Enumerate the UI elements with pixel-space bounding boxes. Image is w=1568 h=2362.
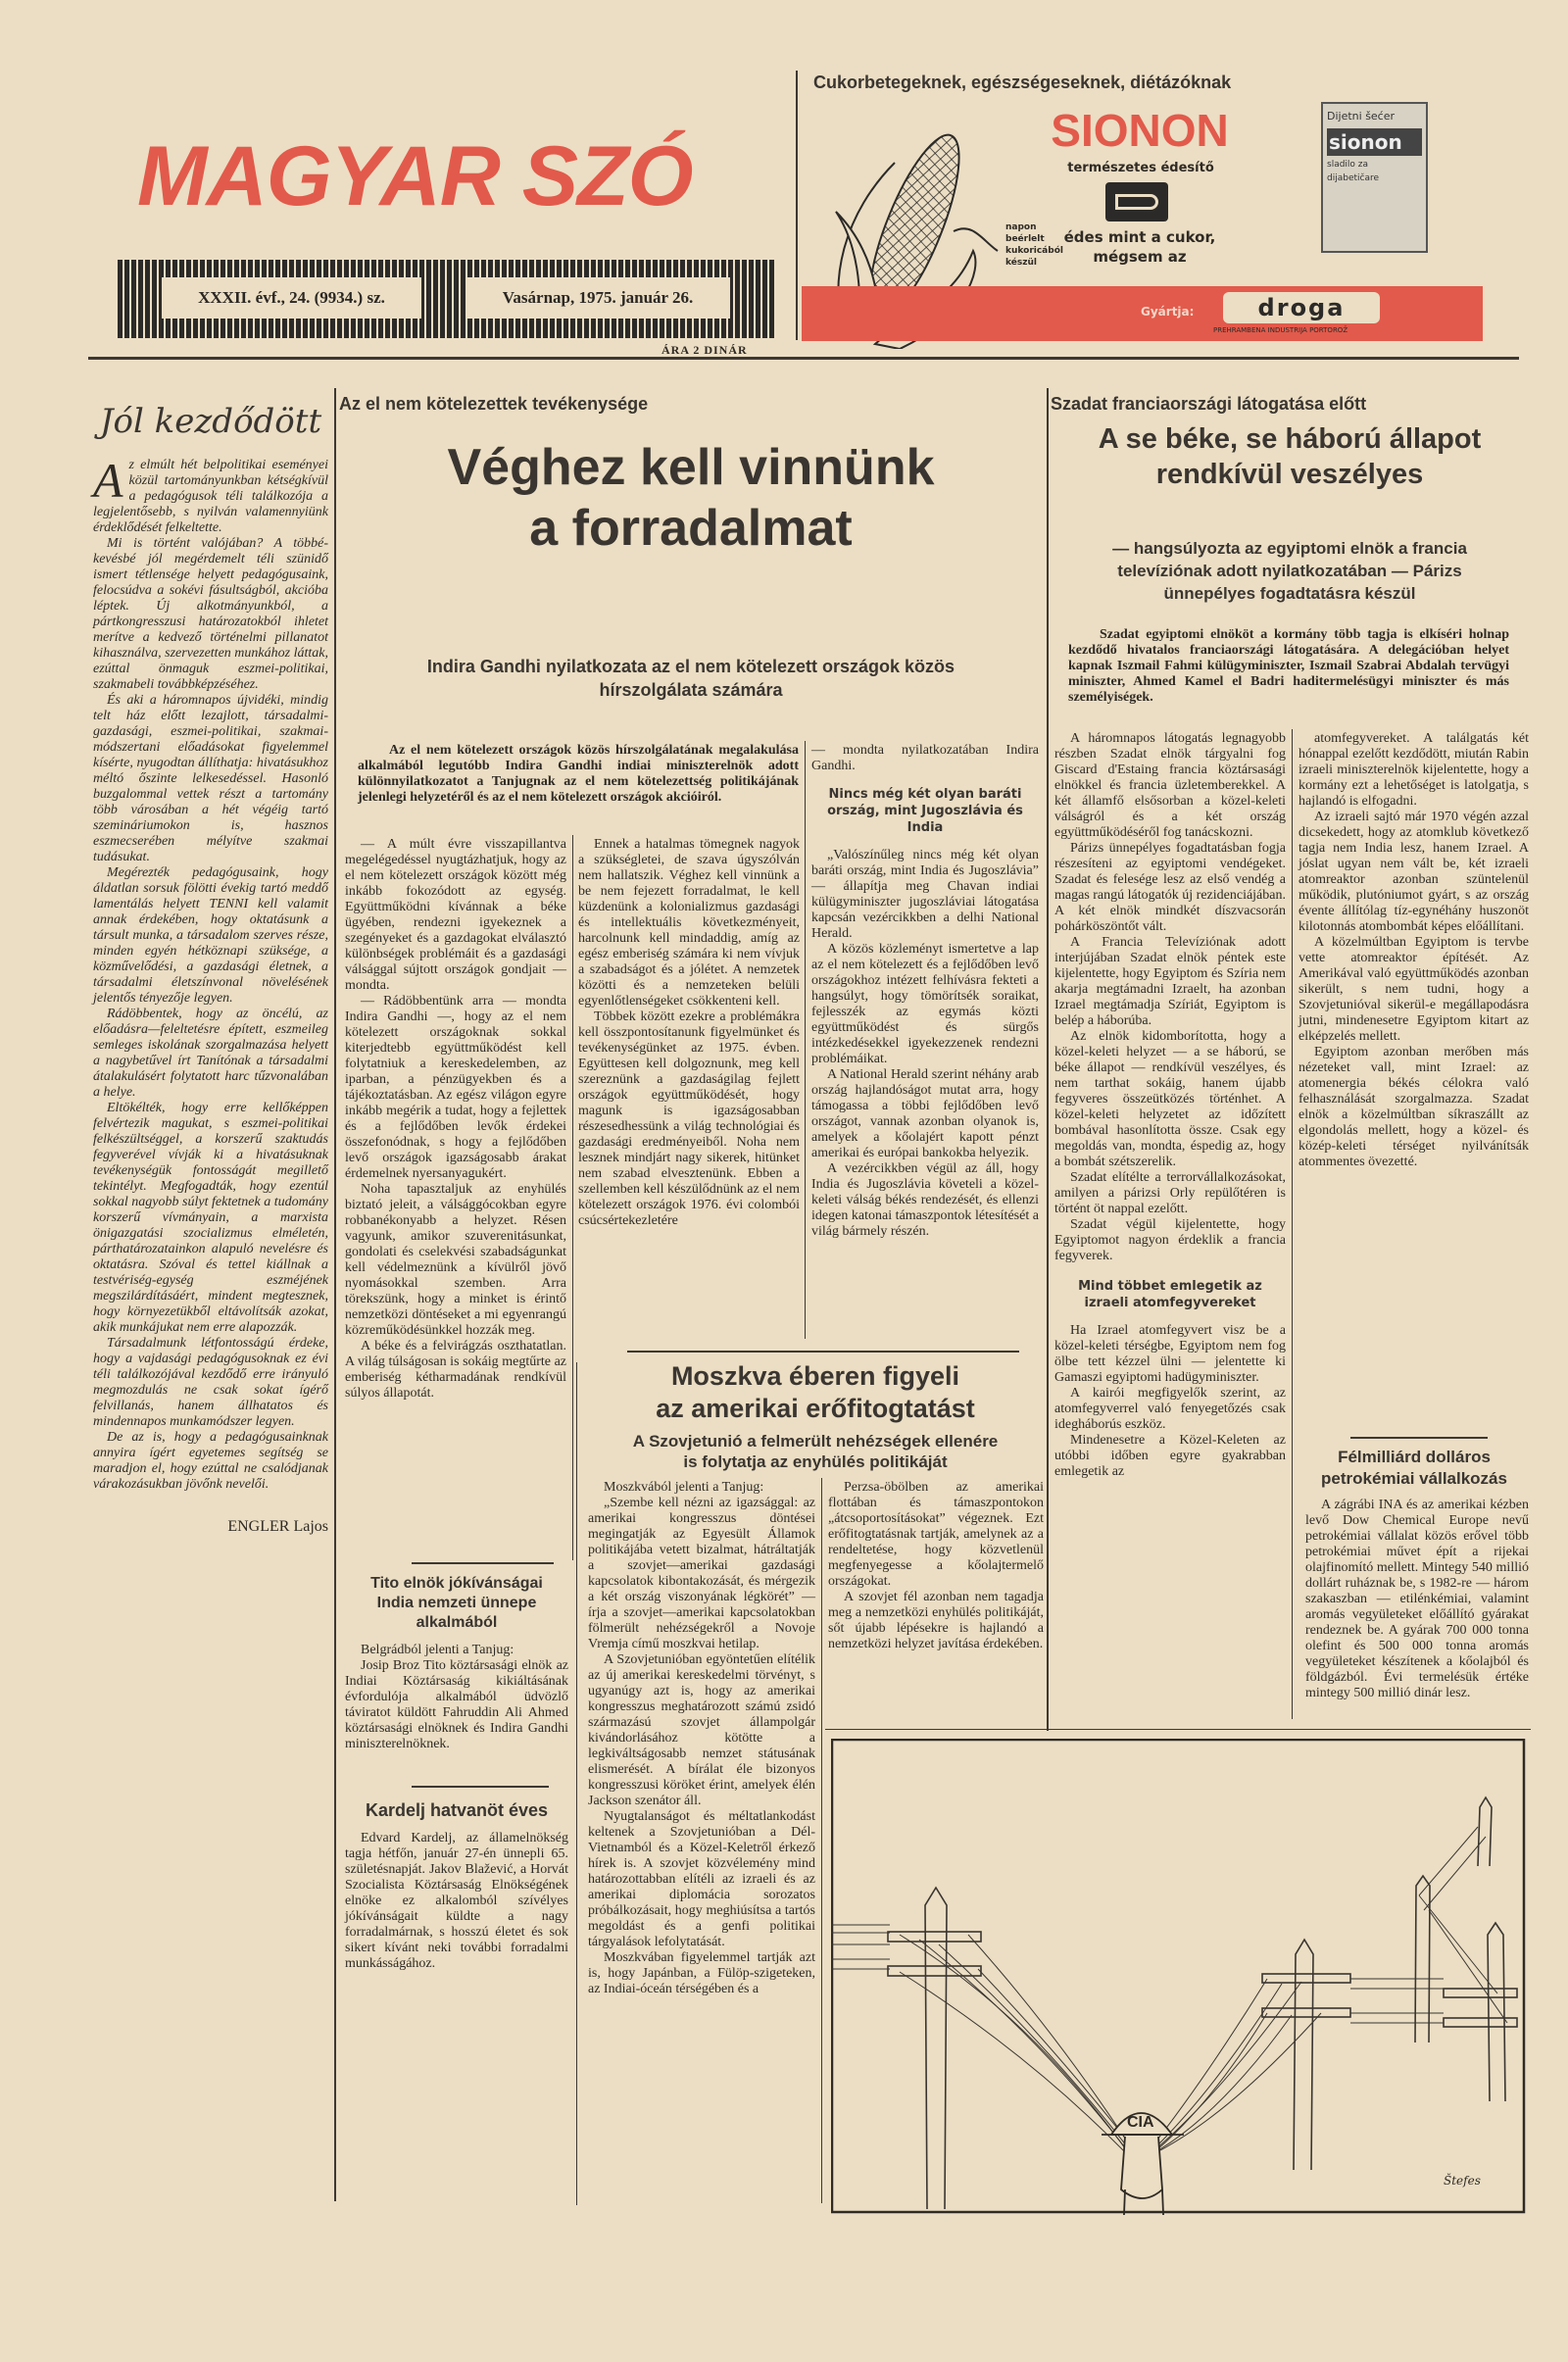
paragraph: Ha Izrael atomfegyvert visz be a közel-keleti térségbe, Egyiptom nem fog ölbe tett kézzel ülni — jelentette ki Gamaszi egyiptomi hadügyminiszter. xyxy=(1054,1323,1286,1385)
moszkva-column-2 xyxy=(828,1480,1044,1652)
paragraph: A Szovjetunióban egyöntetűen elítélik az új amerikai kereskedelmi törvényt, s ugyanúgy azt is, hogy az amerikai kongresszus meghatározott számú zsidó származású szovjet állampolgár kivándorlásához kötötte a legkiváltságosabb nemzet státusának elismerését. A bírálat éle bizonyos kongresszusi köröket érint, amelyek élén Jackson szenátor áll. xyxy=(588,1652,815,1808)
ad-tagline: Cukorbetegeknek, egészségeseknek, diétázóknak xyxy=(813,73,1232,92)
droga-logo-icon xyxy=(1105,182,1168,221)
paragraph: — A múlt évre visszapillantva megelégedéssel nyugtázhatjuk, hogy az el nem kötelezett országok között még inkább fokozódott az egység. Együttműködni kívánnak a béke ügyében, rendezni igyekeznek a szegényeket és a gazdagokat elválasztó különbségek problémáit és a gazdasági válsággal sújtott országok gondjait — mondta. xyxy=(345,837,566,993)
paragraph: A háromnapos látogatás legnagyobb részben Szadat elnök tárgyalni fog Giscard d'Estaing francia köztársasági elnökkel és francia üzletemberekkel. A két államfő elsősorban a közel-keleti válságról és a két ország együttműködéséről fog tanácskozni. xyxy=(1054,731,1286,840)
paragraph: Egyiptom azonban merőben más nézeteket vall, mint Izrael: az atomenergia békés célokra való felhasználását szorgalmazza. Szadat elnök a közelmúltban síkraszállt az elgondolás mellett, hogy a közel- és közép-keleti térséget nyilvánítsák atommentes övezetté. xyxy=(1298,1045,1529,1169)
paragraph: Az elnök kidomborította, hogy a közel-keleti helyzet — a se háború, se béke állapot — rendkívül veszélyes, és nem tarthat sokáig, hanem újabb fegyveres összeütközés történhet. A közel-keleti helyzetet az időzített bombával hasonlította össze. Csak egy megoldás van, mondta, éspedig az, hogy a bombát szétszerelik. xyxy=(1054,1029,1286,1169)
paragraph: Edvard Kardelj, az államelnökség tagja hétfőn, január 27-én ünnepli 65. születésnapját. Jakov Blažević, a Horvát Szocialista Köztársaság Elnökségének elnöke ez alkalomból szívélyes jókívánságait küldte a nagy forradalmárnak, s hosszú életet és sok sikert kívánt neki további forradalmi munkásságához. xyxy=(345,1831,568,1971)
telephone-wires xyxy=(831,1827,1507,2152)
editorial xyxy=(93,397,328,1536)
paragraph: Rádöbbentek, hogy az öncélú, az előadásra—feleltetésre épített, eszmeileg semleges iskolának szorgalmazása helyett a nagybetűvel írt Tanítónak a társadalmi átalakulásért folytatott harc tűzvonalában a helye. xyxy=(93,1007,328,1100)
paragraph: Josip Broz Tito köztársasági elnök az Indiai Köztársaság kikiáltásának évfordulója alkalmából üdvözlő táviratot küldött Fahruddin Ali Ahmed köztársasági elnöknek és Indira Gandhi miniszterelnöknek. xyxy=(345,1658,568,1751)
kardelj-headline: Kardelj hatvanöt éves xyxy=(365,1800,549,1820)
paragraph: A Francia Televíziónak adott interjújában Szadat elnök péntek este kijelentette, hogy Egyiptom és Szíria nem akarja megtámadni Izraelt, ha azonban Izrael megtámadja Szíriát, Egyiptom is belép a háborúba. xyxy=(1054,935,1286,1028)
paragraph: z elmúlt hét belpolitikai eseményei közül tartományunkban kétségkívül a pedagógusok téli találkozója a legjelentősebb, s nyilván valamennyiünk érdeklődését felkeltette. xyxy=(93,458,328,535)
paragraph: Mi is történt valójában? A többé-kevésbé jól megérdemelt téli szünidő ismert tétlensége helyett pedagógusaink, felocsúdva a sokévi fásultságból, akcióba léptek. Új alkotmányunkból, a pártkongresszusi határozatokból ihletet merítve a kedvező történelmi pillanatot kihasználva, szervezetten munkához láttak, ezúttal önmaguk eszmei-politikai, szakmabeli továbbképzéséhez. xyxy=(93,536,328,692)
issue-bar xyxy=(118,260,776,338)
ad-brand: SIONON xyxy=(1051,105,1229,156)
editorial-body xyxy=(93,453,328,1493)
paragraph: De az is, hogy a pedagógusainknak annyira ígért egyetemes segítség se maradjon el, hogy ezúttal ne csalódjanak várakozásukban jövőnk nevelői. xyxy=(93,1430,328,1492)
paragraph: Moszkvából jelenti a Tanjug: xyxy=(604,1480,764,1495)
paragraph: És aki a háromnapos újvidéki, mindig telt ház előtt lezajlott, társadalmi-gazdasági, eszmei-politikai, szakmai-módszertani előadásokat figyelemmel kísérte, nyugodtan állíthatja: hivatásukhoz méltó őszinte lelkesedéssel. Hasonló buzgalommal vettek részt a tartomány több városában a hét végéig tartó szemináriumokon is, hasznos eszmecserében mélyítve szakmai tudásukat. xyxy=(93,693,328,864)
petro-headline: Félmilliárd dolláros petrokémiai vállalkozás xyxy=(1321,1448,1507,1488)
paragraph: „Valószínűleg nincs még két olyan baráti ország, mint India és Jugoszlávia” — állapítja meg Chavan indiai külügyminiszter jugoszláviai látogatása kapcsán vezércikkben a delhi National Herald. xyxy=(811,848,1039,941)
szadat-column-2 xyxy=(1298,731,1529,1170)
paragraph: Megérezték pedagógusaink, hogy áldatlan sorsuk fölötti évekig tartó meddő lamentálás helyett TENNI kell valamit annak érdekében, hogy oktatásunk a társult munka, a társadalom szerves része, minden egyén hétköznapi szüksége, a közművelődési, a gazdasági életnek, a társadalmi életszínvonal növelésének jelentős tényezője legyen. xyxy=(93,865,328,1006)
paragraph: A vezércikkben végül az áll, hogy India és Jugoszlávia követeli a közel-keleti válság békés rendezését, és ellenzi idegen katonai támaszpontok létesítését a világ bármely részén. xyxy=(811,1161,1039,1239)
gandhi-closing-line: — mondta nyilatkozatában Indira Gandhi. xyxy=(811,743,1039,773)
price: ÁRA 2 DINÁR xyxy=(662,343,748,357)
gandhi-column-2 xyxy=(578,837,800,1229)
editorial-title: Jól kezdődött xyxy=(99,402,322,441)
moszkva-subtitle: A Szovjetunió a felmerült nehézségek ellenére is folytatja az enyhülés politikáját xyxy=(632,1432,999,1471)
paragraph: A közös közleményt ismertetve a lap az el nem kötelezett és a fejlődőben levő országokhoz intézett felhívásra fekteti a hangsúlyt, hogy tömörítsék soraikat, fejlesszék az egymás közti együttműködést és sürgős intézkedésekkel igyekezzenek rendezni problémáikat. xyxy=(811,942,1039,1066)
india-yugoslavia-subhead: Nincs még két olyan baráti ország, mint Jugoszlávia és India xyxy=(827,787,1023,835)
issue-number: XXXII. évf., 24. (9934.) sz. xyxy=(162,277,421,319)
paragraph: Mindenesetre a Közel-Keleten az utóbbi időben egyre gyakrabban emlegetik az xyxy=(1054,1433,1286,1479)
paragraph: A National Herald szerint néhány arab ország hajlandóságot mutat arra, hogy támogassa a többi fejlődőben levő országot, vannak azonban olyanok is, amelyek a kőolajért kapott pénzt amerikai és európai bankokba helyezik. xyxy=(811,1067,1039,1160)
cia-cartoon xyxy=(831,1739,1527,2215)
gandhi-kicker: Az el nem kötelezettek tevékenysége xyxy=(339,394,649,414)
paragraph: Szadat elítélte a terrorvállalkozásokat, amilyen a párizsi Orly repülőtéren is történt öt nappal ezelőtt. xyxy=(1054,1170,1286,1216)
tito-article xyxy=(345,1574,568,1752)
szadat-lede xyxy=(1068,627,1509,706)
droga-logo: droga xyxy=(1223,292,1380,323)
paragraph: atomfegyvereket. A találgatás két hónappal ezelőtt kezdődött, miután Rabin izraeli miniszterelnök kijelentette, hogy a kormány ezt a lehetőséget is latolgatja, s hajlandó is elfogadni. xyxy=(1298,731,1529,809)
paragraph: Nyugtalanságot és méltatlankodást keltenek a Szovjetunióban a Dél-Vietnamból és a Közel-Keletről érkező hírek is. A szovjet közvélemény mind határozottabban elítéli az izraeli és az amerikai diplomácia sorozatos próbálkozásait, hogy meghiúsítsa a tartós megoldást és a genfi politikai tárgyalások lefolytatását. xyxy=(588,1809,815,1949)
sionon-ad xyxy=(802,65,1507,349)
ad-maker-band: Gyártja: droga PREHRAMBENA INDUSTRIJA PORTOROŽ xyxy=(802,286,1483,341)
paragraph: Szadat egyiptomi elnököt a kormány több tagja is elkíséri holnap kezdődő hivatalos franciaországi látogatására. A delegációban helyet kapnak Iszmail Fahmi külügyminiszter, Iszmail Szabrai Abdalah tervügyi miniszter, Ahmed Kamel el Badri haditermelésügyi miniszter és más személyiségek. xyxy=(1068,627,1509,705)
paragraph: Ennek a hatalmas tömegnek nagyok a szükségletei, de szava úgyszólván nem hallatszik. Véghez kell vinnünk a be nem fejezett forradalmat, le kell küzdenünk a kolonializmus gazdasági és intellektuális következményeit, harcolnunk kell mindaddig, amíg az egész emberiség számára ki nem vívjuk a szabadságot és a jólétet. A nemzetek közötti és a nemzeteken belüli egyenlőtlenségeket csökkenteni kell. xyxy=(578,837,800,1009)
paragraph: Eltökélték, hogy erre kellőképpen felvértezik magukat, s eszmei-politikai felkészültséggel, a korszerű szaktudás fegyverével vívják ki a hivatásuknak tevékenységük fontosságát megillető tekintélyt. Megfogadták, hogy ezentúl sokkal nagyobb súlyt fektetnek a tudomány korszerű vívmányain, a marxista önigazgatási szocializmus elméletén, párthatározatainkon alapuló nevelésre és oktatásra. Szóval és tettel kiállnak a testvériség-egység eszméjének megszilárdításáért, mindent megtesznek, hogy környezetükből eltávolítsák azokat, akik munkájukat nem erre alapozzák. xyxy=(93,1101,328,1335)
paragraph: A béke és a felvirágzás oszthatatlan. A világ túlságosan is sokáig megtűrte az emberiség kétharmadának rendkívül súlyos állapotát. xyxy=(345,1339,566,1401)
gandhi-column-1 xyxy=(345,837,566,1402)
paragraph: Perzsa-öbölben az amerikai flottában és támaszpontokon „átcsoportosításokat” végeznek. Ezt erőfitogtatásnak tartják, amelynek az a rendeltetése, hogy közvetlenül megfenyegesse a kőolajtermelő országokat. xyxy=(828,1480,1044,1589)
szadat-headline: A se béke, se háború állapot rendkívül veszélyes xyxy=(1098,423,1482,490)
petro-body xyxy=(1305,1498,1529,1701)
ad-slogan: édes mint a cukor, mégsem az xyxy=(1063,228,1216,266)
moszkva-column-1 xyxy=(588,1480,815,1997)
paragraph: A közelmúltban Egyiptom is tervbe vette atomreaktor építését. Az Amerikával való együttműködés azonban sikerült, s nem tudni, hogy a Szovjetunióval sikerül-e megállapodásra jutni, mindenesetre Egyiptom kitart az elképzelés mellett. xyxy=(1298,935,1529,1044)
paragraph: Az izraeli sajtó már 1970 végén azzal dicsekedett, hogy az atomklub következő tagja nem India lesz, hanem Izrael. A jóslat ugyan nem vált be, két izraeli atomreaktor azonban szüntelenül működik, plutóniumot gyárt, s az ország évente állítólag tíz-egynéhány huszonöt kilotonnás atombombát képes előállítani. xyxy=(1298,810,1529,934)
paragraph: Szadat végül kijelentette, hogy Egyiptomot nagyon érdeklik a francia fegyverek. xyxy=(1054,1217,1286,1263)
paragraph: „Szembe kell nézni az igazsággal: az amerikai kongresszus döntései megingatják az Egyesült Államok politikájába vetett bizalmat, hátráltatják a szovjet—amerikai gazdasági kapcsolatok kibontakozását, és mérgezik a két ország viszonyának légkörét” — írja a szovjet—amerikai kapcsolatokban fölmerült nehézségekről a Novoje Vremja című moszkvai hetilap. xyxy=(588,1496,815,1651)
tito-headline: Tito elnök jókívánságai India nemzeti ünnepe alkalmából xyxy=(370,1575,543,1631)
masthead-logo: MAGYAR SZÓ xyxy=(137,129,693,223)
paragraph: — Rádöbbentünk arra — mondta Indira Gandhi —, hogy az el nem kötelezett országoknak sokkal kiterjedtebb együttműködést kell folytatniuk a kereskedelemben, az iparban, a pénzügyekben és a tájékoztatásban. Az egész világon egyre inkább megérik a tudat, hogy a fejlettek és a fejlődőben levők érdekei összefonódnak, s hogy a fejlődőben levő országok igazságosabb árakat érdemelnek nyersanyagukért. xyxy=(345,994,566,1181)
kardelj-article xyxy=(345,1799,568,1972)
paragraph: Moszkvában figyelemmel tartják azt is, hogy Japánban, a Fülöp-szigeteken, az Indiai-óceán térségében és a xyxy=(588,1950,815,1996)
ad-package: Dijetni šećer sionon sladilo za dijabetičare xyxy=(1321,102,1428,253)
szadat-kicker: Szadat franciaországi látogatása előtt xyxy=(1051,394,1367,414)
gandhi-headline: Véghez kell vinnünk a forradalmat xyxy=(447,439,935,557)
issue-date: Vasárnap, 1975. január 26. xyxy=(466,277,730,319)
cia-hat-label: CIA xyxy=(1127,2114,1154,2131)
author: ENGLER Lajos xyxy=(227,1518,328,1535)
drop-cap: A xyxy=(93,453,123,508)
paragraph: Párizs ünnepélyes fogadtatásban fogja részesíteni az egyiptomi vendégeket. Szadat és felesége lesz az első vendég a magas rangú látogatók új rezidenciájában. A két elnök mindkét díszvacsorán pohárköszöntőt vált. xyxy=(1054,841,1286,934)
telephone-poles xyxy=(888,1797,1517,2209)
israel-atom-subhead: Mind többet emlegetik az izraeli atomfegyvereket xyxy=(1078,1279,1262,1310)
paragraph: A zágrábi INA és az amerikai kézben levő Dow Chemical Europe nevű petrokémiai vállalat közös erővel több petrokémiai művet épít a rijekai olajfinomító mellett. Mintegy 540 millió dollárt ruháznak be, s 1982-re — három szakaszban — etilénkémiai, valamint aromás vegyületeket előállító gyárakat rendeznek be. A gyárak 700 000 tonna olefint és 500 000 tonna aromás vegyületeket készítenek a kőolajból és földgázból. Évi termelésük értéke mintegy 500 millió dinár lesz. xyxy=(1305,1498,1529,1700)
szadat-column-1 xyxy=(1054,731,1286,1480)
ad-claim: természetes édesítő xyxy=(1067,161,1214,175)
paragraph: Az el nem kötelezett országok közös hírszolgálatának megalakulása alkalmából legutóbb Indira Gandhi indiai miniszterelnök adott különnyilatkozatot a Tanjugnak az el nem kötelezettség politikájának jelenlegi helyzetéről és az el nem kötelezett országok akcióiról. xyxy=(358,743,799,805)
szadat-subtitle: — hangsúlyozta az egyiptomi elnök a francia televíziónak adott nyilatkozatában — Párizs ünnepélyes fogadtatásra készül xyxy=(1112,539,1467,603)
moszkva-headline: Moszkva éberen figyeli az amerikai erőfitogtatást xyxy=(656,1361,975,1423)
ad-corn-note: napon beérlelt kukoricából készül xyxy=(1005,222,1063,268)
gandhi-lede xyxy=(358,743,799,806)
gandhi-column-3 xyxy=(811,743,1039,1240)
paragraph: Társadalmunk létfontosságú érdeke, hogy a vajdasági pedagógusoknak ez évi téli találkozójával kezdődő erre irányuló megmozdulás ne csak sokat ígérő felvillanás, hanem állhatatos és mindennapos munkamódszer legyen. xyxy=(93,1336,328,1429)
paragraph: Noha tapasztaljuk az enyhülés biztató jeleit, a válsággócokban egyre robbanékonyabb a helyzet. Résen vagyunk, amikor szuverenitásunkat, gondolati és cselekvési szabadságunkat kell védelmeznünk a kívülről jövő nyomásokkal szemben. Arra törekszünk, hogy a minket is érintő nemzetközi döntéseket a mi egyenrangú közreműködésünkkel hozzák meg. xyxy=(345,1182,566,1338)
paragraph: A kairói megfigyelők szerint, az atomfegyverrel való fenyegetőzés csak idegháborús eszköz. xyxy=(1054,1386,1286,1432)
paragraph: Többek között ezekre a problémákra kell összpontosítanunk figyelmünket és tevékenységünket az 1975. évben. Együttesen kell dolgoznunk, meg kell szereznünk a gazdaságilag fejlett országok együttműködését, hogy magunk is igazságosabban részesedhessünk a világ technológiai és gazdasági eredményeiből. Noha nem lesznek mindjárt nagy sikerek, hitünket nem szabad elvesztenünk. Ebben a szellemben kell készülődnünk az el nem kötelezett országok 1976. évi colombói csúcsértekezletére xyxy=(578,1009,800,1228)
paragraph: Belgrádból jelenti a Tanjug: xyxy=(361,1643,514,1657)
cartoonist-signature: Štefes xyxy=(1444,2174,1481,2188)
paragraph: A szovjet fél azonban nem tagadja meg a nemzetközi enyhülés politikáját, sőt újabb lépésekre is hajlandó a nemzetközi helyzet javítása érdekében. xyxy=(828,1590,1044,1651)
gandhi-subtitle: Indira Gandhi nyilatkozata az el nem kötelezett országok közös hírszolgálata számára xyxy=(426,657,956,700)
